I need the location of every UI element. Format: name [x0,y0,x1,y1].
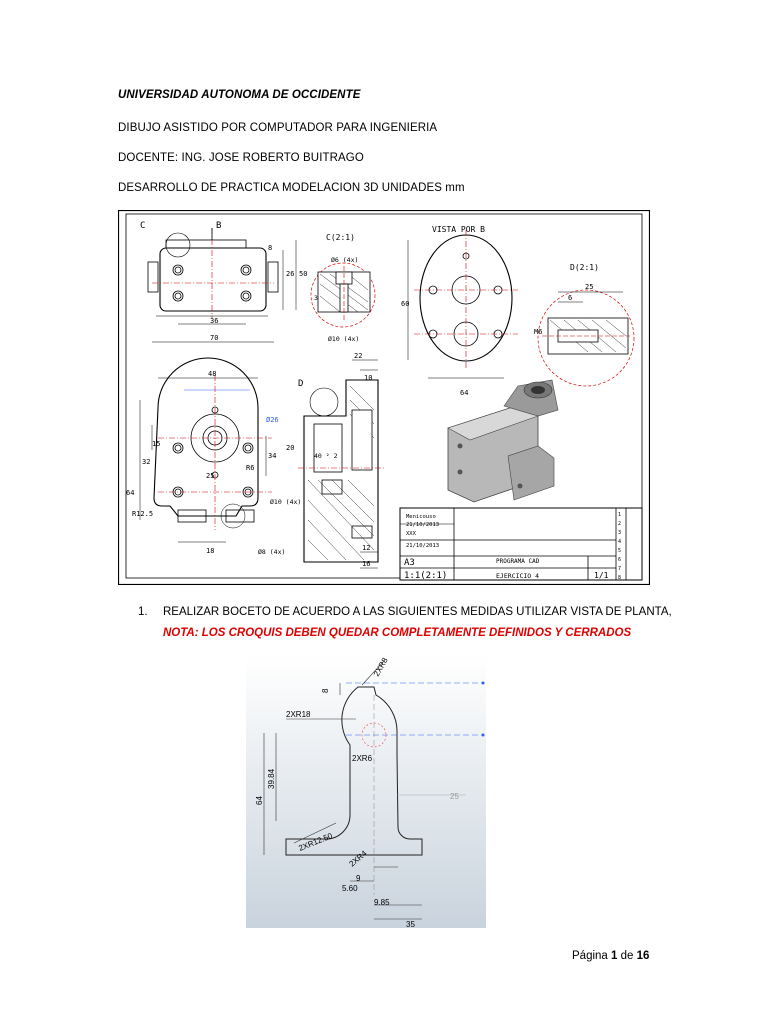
instruction-note: NOTA: LOS CROQUIS DEBEN QUEDAR COMPLETAMENTE DEFINIDOS Y CERRADOS [163,627,632,639]
dim-r125: R12.5 [132,510,154,518]
detail-c-view [311,263,375,327]
dim-36: 36 [210,317,219,325]
dim-8x4-plan: Ø8 (4x) [258,548,286,556]
dim-12: 12 [362,544,371,552]
footer-total: 16 [636,950,650,962]
dim-6x4: Ø6 (4x) [331,256,359,264]
tb-rev-8: 8 [618,575,622,581]
dim-20: 20 [286,444,295,452]
front-view [148,228,296,342]
sketch-d64: 64 [255,796,264,805]
detail-d-label: D(2:1) [570,263,599,272]
sketch-d985: 9.85 [374,898,390,907]
plan-view [140,358,272,542]
dim-22: 22 [354,352,363,360]
dim-6: 6 [568,294,573,302]
tb-date1: 21/10/2013 [406,522,440,528]
dim-64: 64 [460,389,469,397]
dim-3: 3 [314,294,318,302]
dim-r6: R6 [246,464,255,472]
instruction-item-1 [138,606,672,618]
tb-exercise: EJERCICIO 4 [496,572,540,580]
detail-d-view [538,290,634,386]
tb-size: A3 [404,558,415,568]
label-c: C [140,221,146,231]
dim-10x4: Ø10 (4x) [328,335,360,343]
sketch-r125: 2XR12.50 [297,831,334,853]
university-title: UNIVERSIDAD AUTONOMA DE OCCIDENTE [118,89,361,101]
sketch-d25: 25 [450,792,459,801]
sketch-d8: 8 [321,688,330,693]
dim-26: 26 [286,270,295,278]
dim-16: 16 [362,560,371,568]
technical-drawing [118,210,650,585]
dim-34: 34 [268,452,277,460]
section-view [298,360,384,568]
label-b: B [216,221,222,231]
dim-phi26: Ø26 [266,416,279,424]
sketch-image [246,655,486,928]
sketch-d560: 5.60 [342,884,358,893]
sketch-d35: 35 [406,920,415,928]
sketch-d9: 9 [356,874,361,883]
dim-25: 25 [585,283,594,291]
dim-25-plan: 25 [206,472,215,480]
tb-rev-2: 2 [618,521,622,527]
dim-18: 18 [206,547,215,555]
label-d: D [298,379,304,389]
tb-rev-7: 7 [618,566,622,572]
tb-rev-5: 5 [618,548,622,554]
dim-15: 15 [152,440,161,448]
sketch-r4: 2XR4 [347,848,369,869]
page-footer [572,950,649,962]
dim-64-plan: 64 [126,489,135,497]
instruction-number: 1. [138,606,148,618]
instruction-text: REALIZAR BOCETO DE ACUERDO A LAS SIGUIENTES MEDIDAS UTILIZAR VISTA DE PLANTA, [163,606,672,618]
dim-50: 50 [299,270,308,278]
practice-title: DESARROLLO DE PRACTICA MODELACION 3D UNIDADES mm [118,182,465,194]
sketch-d3984: 39.84 [267,768,276,789]
detail-c-label: C(2:1) [326,233,355,242]
footer-page: 1 [611,950,618,962]
sketch-r18: 2XR18 [286,710,311,719]
dim-48: 48 [208,370,217,378]
isometric-3d-view [448,380,558,502]
tb-rev-4: 4 [618,539,622,545]
tb-rev-6: 6 [618,557,622,563]
tb-program: PROGRAMA CAD [496,558,540,565]
footer-prefix: Página [572,950,608,962]
sketch-r6: 2XR6 [352,754,373,763]
teacher-line: DOCENTE: ING. JOSE ROBERTO BUITRAGO [118,152,364,164]
dim-60: 60 [401,300,410,308]
vista-b-label: VISTA POR B [432,225,485,234]
course-title: DIBUJO ASISTIDO POR COMPUTADOR PARA INGENIERIA [118,122,438,134]
dim-10x4-plan: Ø10 (4x) [270,498,302,506]
dim-32: 32 [142,458,151,466]
dim-70: 70 [210,334,219,342]
view-b [408,230,518,378]
tb-name1: Menicouso [406,514,436,520]
tb-sheet: 1/1 [594,571,609,580]
sketch-r8: 2XR8 [371,656,390,678]
dim-m6: M6 [534,328,543,336]
dim-8: 8 [268,244,273,252]
tb-name2: XXX [406,531,416,537]
tb-rev-1: 1 [618,512,622,518]
footer-middle: de [620,950,634,962]
dim-40: 40 ² 2 [314,452,338,460]
dim-10: 10 [364,374,373,382]
tb-rev-3: 3 [618,530,622,536]
tb-date2: 21/10/2013 [406,543,440,549]
tb-scale: 1:1(2:1) [404,571,448,581]
